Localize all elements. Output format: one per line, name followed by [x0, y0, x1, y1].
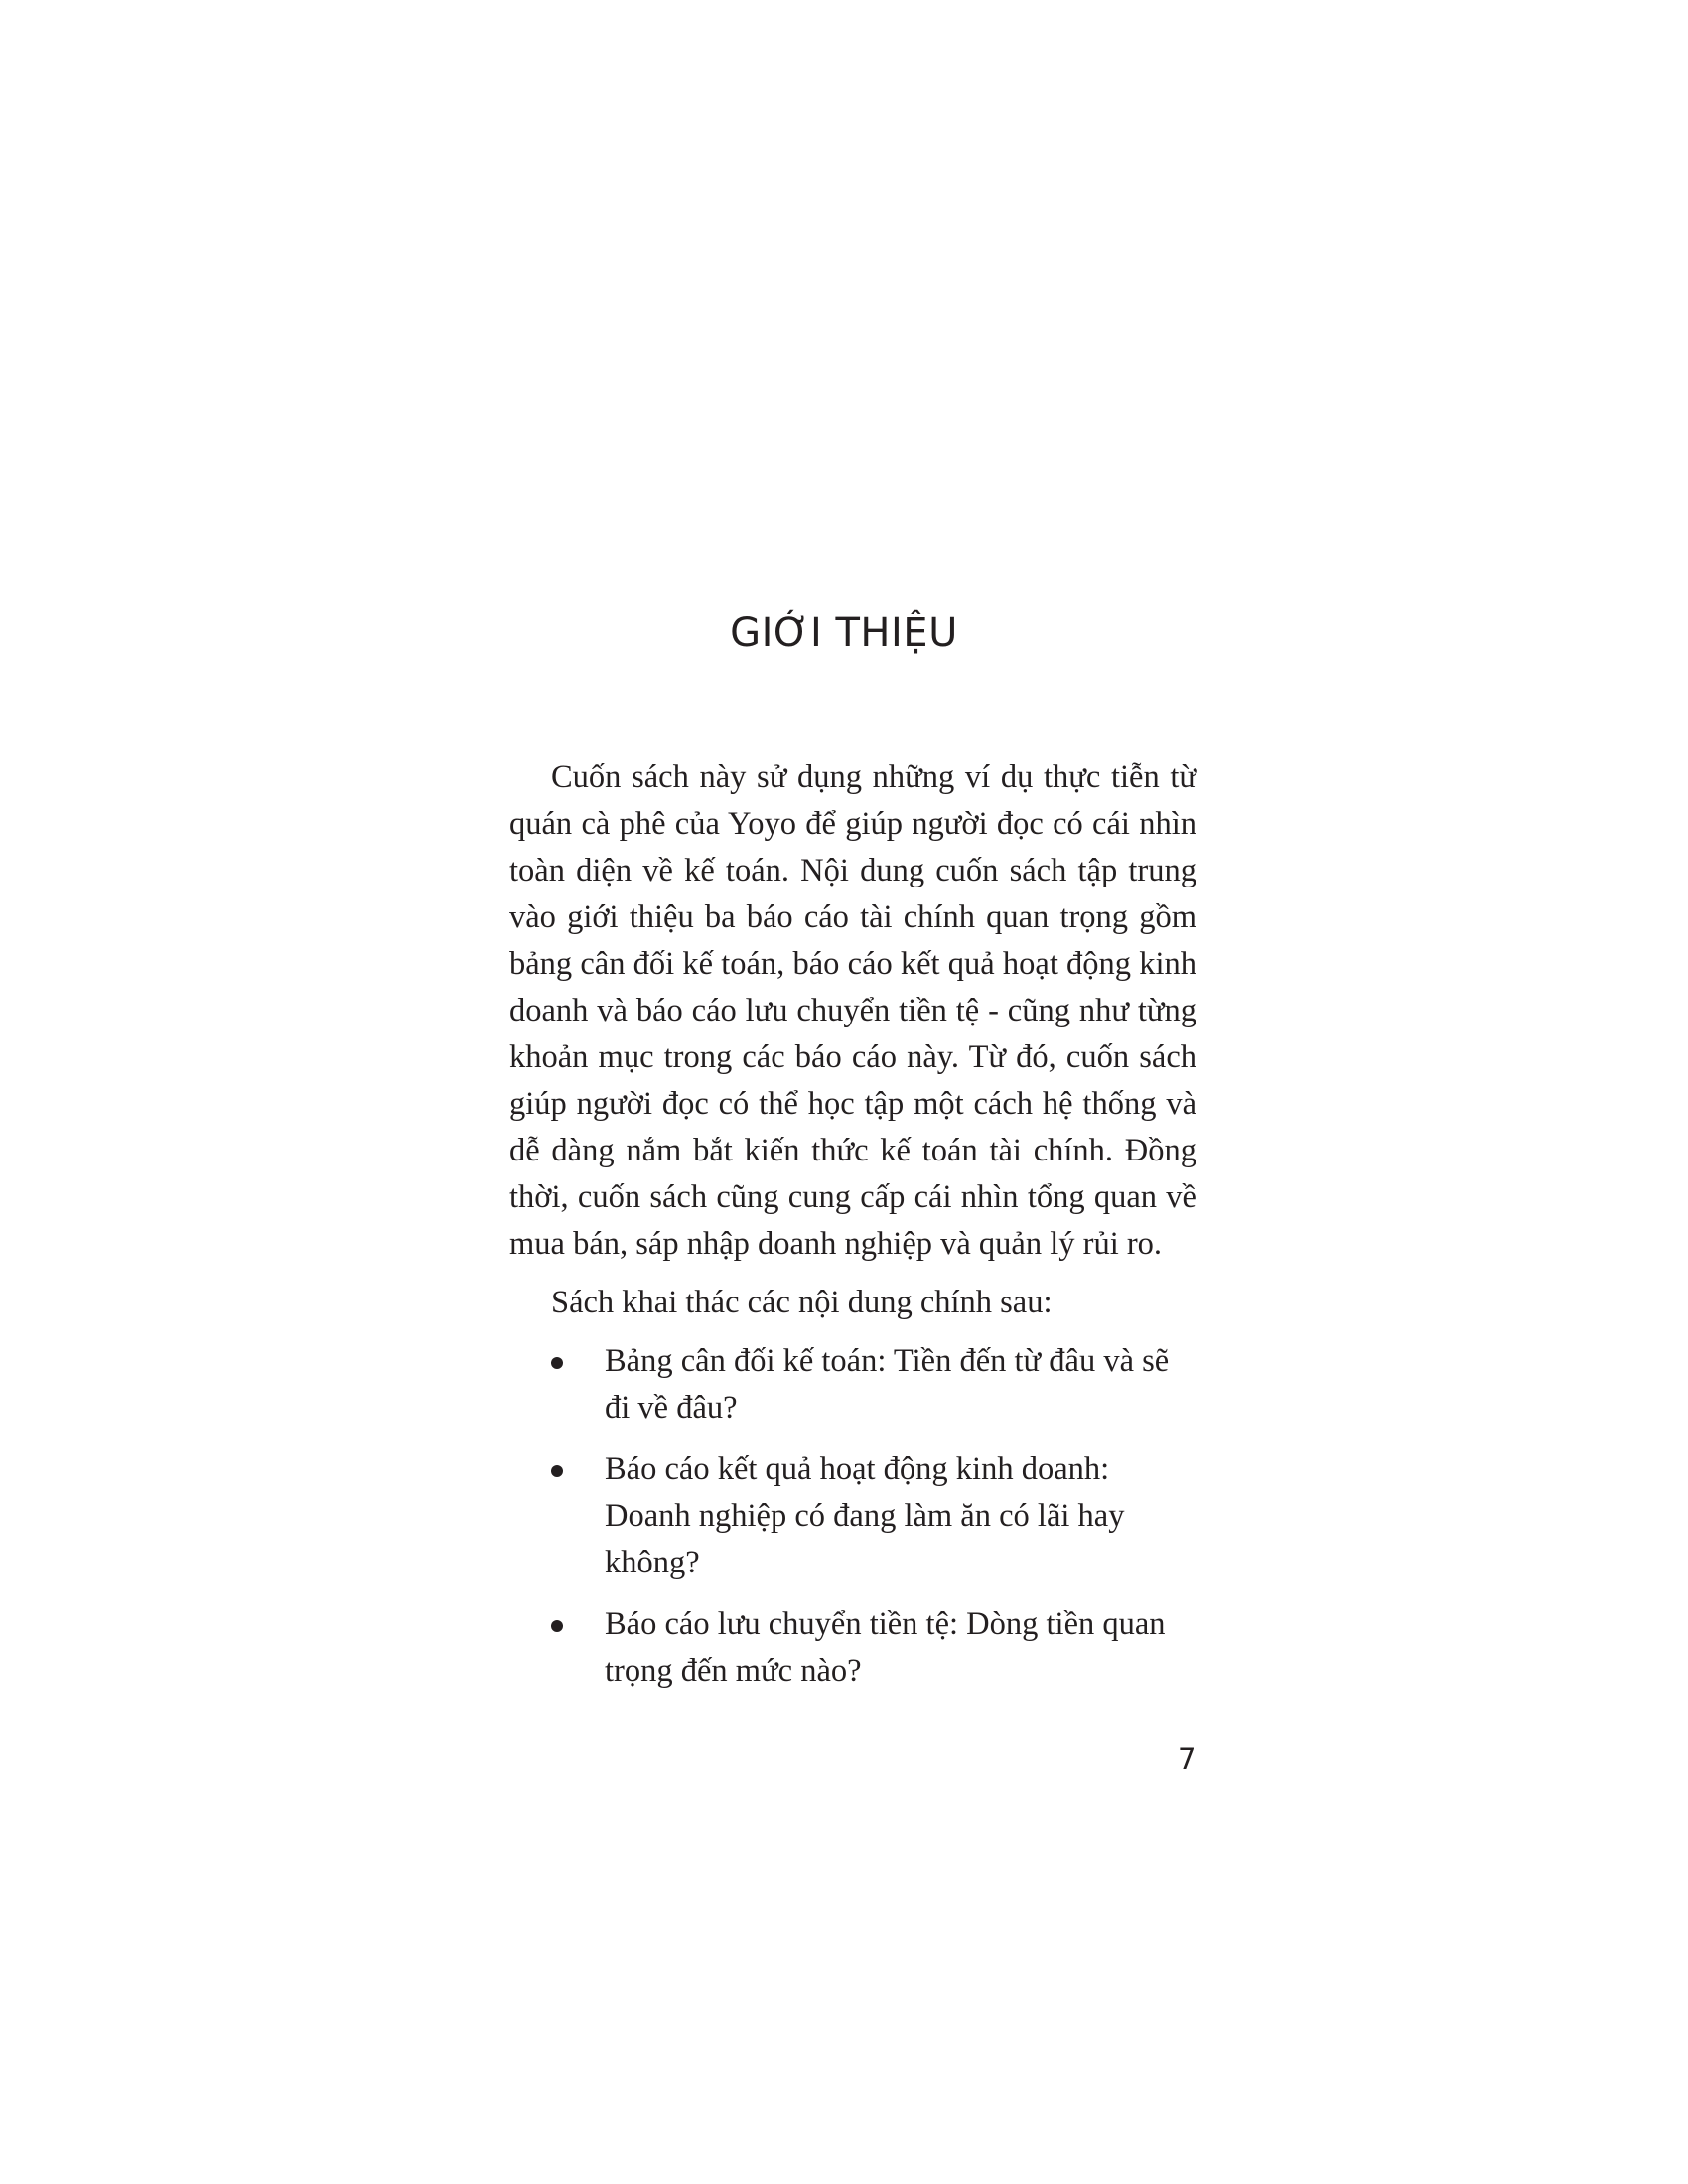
bullet-icon	[551, 1465, 563, 1477]
bullet-icon	[551, 1357, 563, 1369]
body-content	[509, 754, 1196, 1709]
bullet-list	[509, 1338, 1196, 1695]
list-item-text: Báo cáo kết quả hoạt động kinh doanh: Doanh nghiệp có đang làm ăn có lãi hay không?	[605, 1451, 1125, 1580]
page-title: GIỚI THIỆU	[730, 611, 958, 656]
list-item	[509, 1338, 1196, 1432]
list-item	[509, 1601, 1196, 1695]
list-item-text: Báo cáo lưu chuyển tiền tệ: Dòng tiền quan trọng đến mức nào?	[605, 1606, 1166, 1689]
list-item-text: Bảng cân đối kế toán: Tiền đến từ đâu và sẽ đi về đâu?	[605, 1343, 1170, 1426]
page-number: 7	[1178, 1742, 1196, 1776]
list-intro: Sách khai thác các nội dung chính sau:	[551, 1285, 1053, 1320]
list-item	[509, 1446, 1196, 1586]
bullet-icon	[551, 1620, 563, 1632]
intro-paragraph: Cuốn sách này sử dụng những ví dụ thực tiễn từ quán cà phê của Yoyo để giúp người đọc có cái nhìn toàn diện về kế toán. Nội dung cuốn sách tập trung vào giới thiệu ba báo cáo tài chính quan trọng gồm bảng cân đối kế toán, báo cáo kết quả hoạt động kinh doanh và báo cáo lưu chuyển tiền tệ - cũng như từng khoản mục trong các báo cáo này. Từ đó, cuốn sách giúp người đọc có thể học tập một cách hệ thống và dễ dàng nắm bắt kiến thức kế toán tài chính. Đồng thời, cuốn sách cũng cung cấp cái nhìn tổng quan về mua bán, sáp nhập doanh nghiệp và quản lý rủi ro.	[509, 759, 1196, 1262]
